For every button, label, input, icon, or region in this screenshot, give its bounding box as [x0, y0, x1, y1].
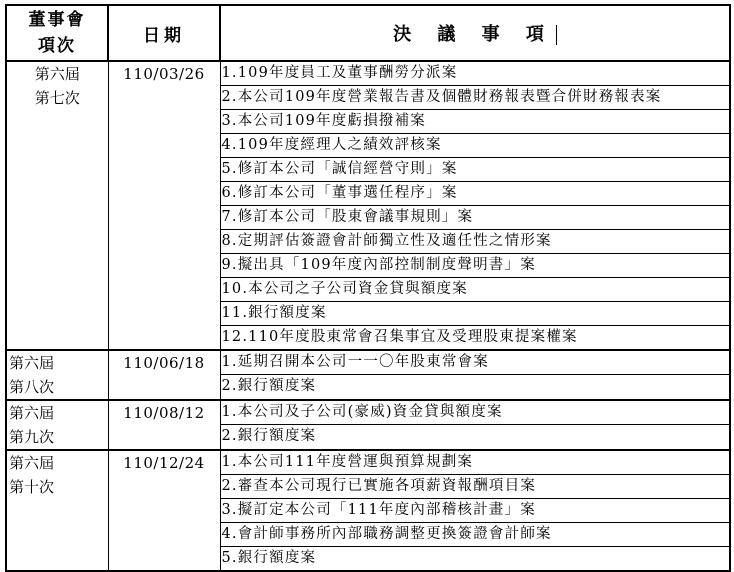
resolution-item: 7.修訂本公司「股東會議事規則」案 — [221, 206, 730, 230]
resolution-item: 4.會計師事務所內部職務調整更換簽證會計師案 — [221, 523, 730, 547]
resolution-list — [220, 350, 730, 400]
resolution-item: 3.擬訂定本公司「111年度內部稽核計畫」案 — [221, 499, 730, 523]
resolution-item: 2.銀行額度案 — [221, 378, 317, 394]
meeting-line1: 第六屆 — [9, 404, 55, 422]
resolution-item: 12.110年度股東常會召集事宜及受理股東提案權案 — [221, 329, 578, 345]
resolution-item: 2.銀行額度案 — [221, 428, 317, 444]
meeting-row — [6, 450, 730, 571]
header-resolution-text: 決 議 事 項 — [393, 24, 554, 45]
resolution-item: 1.本公司及子公司(豪威)資金貸與額度案 — [221, 401, 730, 425]
meeting-date: 110/06/18 — [108, 350, 220, 400]
board-resolutions-table — [5, 4, 731, 572]
header-row — [6, 5, 730, 61]
resolution-item: 2.審查本公司現行已實施各項薪資報酬項目案 — [221, 475, 730, 499]
meeting-line2: 第七次 — [34, 89, 80, 107]
header-meeting — [6, 5, 108, 61]
resolution-list — [220, 61, 730, 350]
meeting-date: 110/08/12 — [108, 400, 220, 450]
meeting-cell — [6, 400, 108, 450]
meeting-date: 110/12/24 — [108, 450, 220, 571]
meeting-row — [6, 61, 730, 350]
meeting-row — [6, 400, 730, 450]
meeting-cell — [6, 350, 108, 400]
header-meeting-line2: 項次 — [38, 36, 76, 56]
meeting-line1: 第六屆 — [9, 454, 55, 472]
meeting-row — [6, 350, 730, 400]
header-date: 日期 — [108, 5, 220, 61]
resolution-item: 4.109年度經理人之績效評核案 — [221, 134, 730, 158]
header-resolution — [220, 5, 730, 61]
meeting-line1: 第六屆 — [9, 354, 55, 372]
resolution-item: 6.修訂本公司「董事選任程序」案 — [221, 182, 730, 206]
text-cursor — [556, 25, 557, 45]
resolution-item: 10.本公司之子公司資金貸與額度案 — [221, 278, 730, 302]
resolution-item: 5.修訂本公司「誠信經營守則」案 — [221, 158, 730, 182]
resolution-list — [220, 450, 730, 571]
meeting-line2: 第九次 — [9, 428, 55, 446]
resolution-item: 1.本公司111年度營運與預算規劃案 — [221, 451, 730, 475]
resolution-item: 3.本公司109年度虧損撥補案 — [221, 110, 730, 134]
meeting-date: 110/03/26 — [108, 61, 220, 350]
meeting-line1: 第六屆 — [34, 65, 80, 83]
resolution-item: 1.109年度員工及董事酬勞分派案 — [221, 62, 730, 86]
resolution-item: 11.銀行額度案 — [221, 302, 730, 326]
meeting-line2: 第八次 — [9, 378, 55, 396]
resolution-item: 5.銀行額度案 — [221, 550, 317, 566]
meeting-cell — [6, 450, 108, 571]
resolution-list — [220, 400, 730, 450]
resolution-item: 9.擬出具「109年度內部控制制度聲明書」案 — [221, 254, 730, 278]
resolution-item: 1.延期召開本公司一一〇年股東常會案 — [221, 351, 730, 375]
resolution-item: 2.本公司109年度營業報告書及個體財務報表暨合併財務報表案 — [221, 86, 730, 110]
meeting-cell — [6, 61, 108, 350]
meeting-line2: 第十次 — [9, 478, 55, 496]
header-meeting-line1: 董事會 — [28, 10, 86, 30]
resolution-item: 8.定期評估簽證會計師獨立性及適任性之情形案 — [221, 230, 730, 254]
